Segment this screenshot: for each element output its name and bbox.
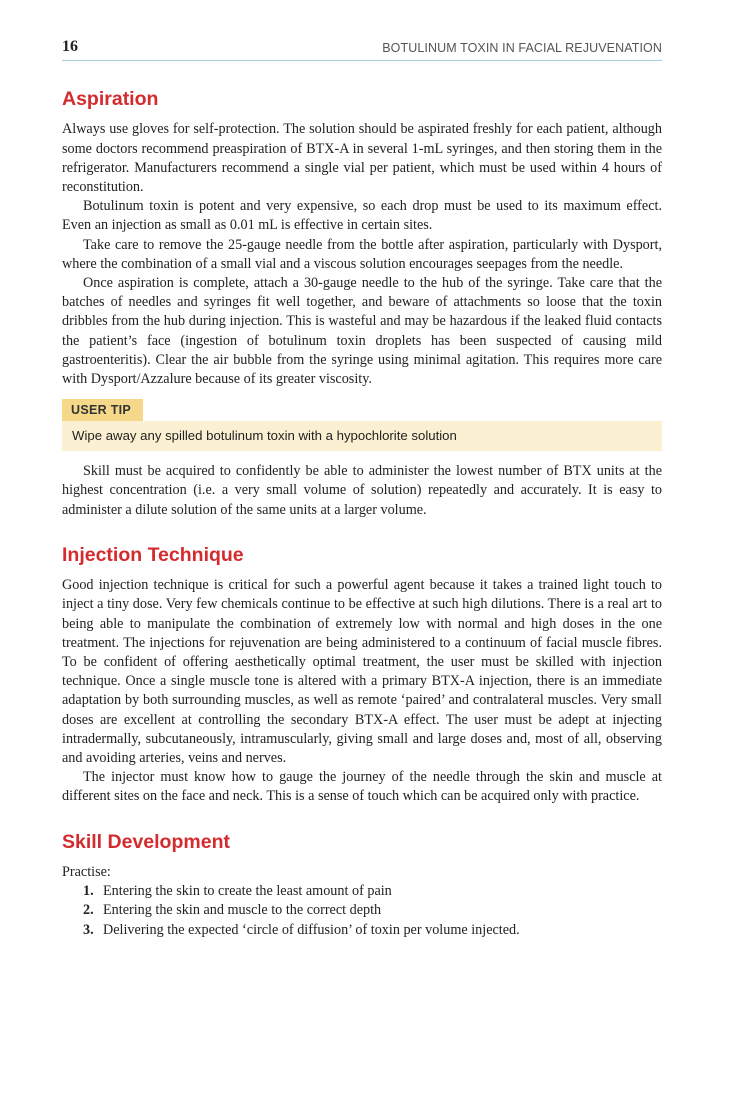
section-heading: Skill Development [62,830,230,853]
section-injection-technique [62,544,662,807]
list-item-text: Entering the skin to create the least amount of pain [103,883,392,900]
list-item [83,882,662,901]
list-item [83,921,662,940]
paragraph: Once aspiration is complete, attach a 30-gauge needle to the hub of the syringe. Take care that the batches of needles and syringes fit well together, and beware of attachments so loose that the toxin dribbles from the hub during injection. This is wasteful and may be hazardous if the leaked fluid contacts the patient’s face (ingestion of botulinum toxin droplets has been suspected of causing mild gastroenteritis). Clear the air bubble from the syringe using minimal agitation. This requires more care with Dysport/Azzalure because of its greater viscosity. [62,275,662,388]
page-header [62,38,662,61]
running-title: BOTULINUM TOXIN IN FACIAL REJUVENATION [382,41,662,55]
paragraph: Botulinum toxin is potent and very expensive, so each drop must be used to its maximum effect. Even an injection as small as 0.01 mL is effective in certain sites. [62,198,662,234]
paragraph: Skill must be acquired to confidently be able to administer the lowest number of BTX units at the highest concentration (i.e. a very small volume of solution) repeatedly and accurately. It is easy to administer a dilute solution of the same units at a larger volume. [62,463,662,518]
section-skill-development [62,831,662,940]
user-tip-box [62,399,662,451]
list-item-text: Entering the skin and muscle to the correct depth [103,902,382,919]
user-tip-label: USER TIP [62,399,143,421]
page-body [62,88,662,940]
list-item-number: 1. [83,883,94,900]
paragraph: Always use gloves for self-protection. The solution should be aspirated freshly for each patient, although some doctors recommend preaspiration of BTX-A in several 1-mL syringes, and then storing them in the refrigerator. Manufacturers recommend a single vial per patient, which must be used within 4 hours of reconstitution. [62,121,662,195]
section-heading: Injection Technique [62,543,244,566]
list-item [83,901,662,920]
paragraph: The injector must know how to gauge the journey of the needle through the skin and muscle at different sites on the face and neck. This is a sense of touch which can be acquired only with practice. [62,769,662,805]
list-item-number: 3. [83,921,94,938]
user-tip-text: Wipe away any spilled botulinum toxin with a hypochlorite solution [62,421,662,451]
section-heading: Aspiration [62,88,159,110]
section-aspiration [62,88,662,520]
list-intro: Practise: [62,864,111,881]
list-item-text: Delivering the expected ‘circle of diffusion’ of toxin per volume injected. [103,921,520,938]
list-item-number: 2. [83,902,94,919]
page-number: 16 [62,38,78,55]
paragraph: Good injection technique is critical for such a powerful agent because it takes a trained light touch to inject a tiny dose. Very few chemicals continue to be effective at such high dilutions. There is a real art to being able to manipulate the combination of extremely low with normal and high doses in the one treatment. The injections for rejuvenation are being administered to a continuum of facial muscle fibres. To be confident of offering aesthetically optimal treatment, the user must be skilled with injection technique. Once a single muscle tone is altered with a primary BTX-A injection, there is an immediate adaptation by both surrounding muscles, as well as remote ‘paired’ and contralateral muscles. Very small doses are excellent at controlling the secondary BTX-A effect. The user must be adept at injecting intradermally, subcutaneously, intramuscularly, giving small and large doses and, most of all, observing and avoiding arteries, veins and nerves. [62,577,662,767]
numbered-list [62,882,662,940]
paragraph: Take care to remove the 25-gauge needle from the bottle after aspiration, particularly with Dysport, where the combination of a small vial and a viscous solution encourages seepages from the needle. [62,236,662,272]
